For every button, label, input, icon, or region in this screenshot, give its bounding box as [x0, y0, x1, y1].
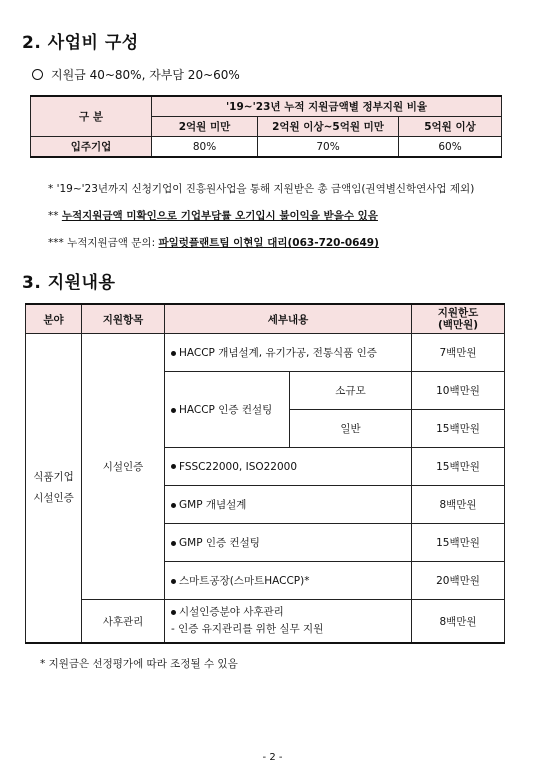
bullet-icon [171, 541, 176, 546]
funding-ratio-text: 지원금 40~80%, 자부담 20~60% [51, 68, 240, 82]
ratio-cell: 70% [258, 137, 399, 158]
section3-title: 3. 지원내용 [22, 273, 116, 293]
limit-cell: 20백만원 [412, 562, 505, 600]
header-limit: 지원한도 (백만원) [412, 304, 505, 334]
limit-cell: 8백만원 [412, 600, 505, 644]
detail-cell: GMP 개념설계 [165, 486, 412, 524]
limit-cell: 8백만원 [412, 486, 505, 524]
detail-cell: HACCP 개념설계, 유기가공, 전통식품 인증 [165, 334, 412, 372]
header-detail: 세부내용 [165, 304, 412, 334]
funding-ratio-table [30, 95, 502, 158]
sub-cell: 일반 [290, 410, 412, 448]
header-item: 지원항목 [82, 304, 165, 334]
bullet-icon [171, 464, 176, 469]
detail-cell: 시설인증분야 사후관리 - 인증 유지관리를 위한 실무 지원 [165, 600, 412, 644]
support-table [25, 303, 505, 644]
detail-cell: GMP 인증 컨설팅 [165, 524, 412, 562]
header-field: 분야 [26, 304, 82, 334]
note-2: ** 누적지원금액 미확인으로 기업부담률 오기입시 불이익을 받을수 있음 [48, 210, 378, 222]
bullet-icon [171, 408, 176, 413]
field-cell: 식품기업 시설인증 [26, 334, 82, 644]
ratio-cell: 60% [399, 137, 502, 158]
detail-cell: FSSC22000, ISO22000 [165, 448, 412, 486]
limit-cell: 7백만원 [412, 334, 505, 372]
note-3: *** 누적지원금액 문의: 파일럿플랜트팀 이현일 대리(063-720-0649) [48, 237, 379, 249]
detail-cell: HACCP 인증 컨설팅 [165, 372, 290, 448]
column-header: 2억원 미만 [152, 117, 258, 137]
bullet-icon [171, 503, 176, 508]
section2-title: 2. 사업비 구성 [22, 33, 139, 53]
limit-cell: 15백만원 [412, 410, 505, 448]
ratio-cell: 80% [152, 137, 258, 158]
group-cell: 사후관리 [82, 600, 165, 644]
bullet-icon [171, 351, 176, 356]
detail-cell: 스마트공장(스마트HACCP)* [165, 562, 412, 600]
limit-cell: 15백만원 [412, 524, 505, 562]
column-header: 2억원 이상~5억원 미만 [258, 117, 399, 137]
column-header: 5억원 이상 [399, 117, 502, 137]
note-1: * '19~'23년까지 신청기업이 진흥원사업을 통해 지원받은 총 금액임(권역별신학연사업 제외) [48, 183, 475, 195]
footnote: * 지원금은 선정평가에 따라 조정될 수 있음 [40, 658, 238, 670]
sub-item [32, 66, 240, 83]
sub-cell: 소규모 [290, 372, 412, 410]
bullet-icon [171, 610, 176, 615]
limit-cell: 15백만원 [412, 448, 505, 486]
limit-cell: 10백만원 [412, 372, 505, 410]
row-label: 입주기업 [31, 137, 152, 158]
header-label: 구 분 [31, 96, 152, 137]
header-group: '19~'23년 누적 지원금액별 정부지원 비율 [152, 96, 502, 117]
bullet-icon [171, 579, 176, 584]
page-number: - 2 - [262, 752, 283, 763]
circle-bullet-icon [32, 69, 43, 80]
group-cell: 시설인증 [82, 334, 165, 600]
